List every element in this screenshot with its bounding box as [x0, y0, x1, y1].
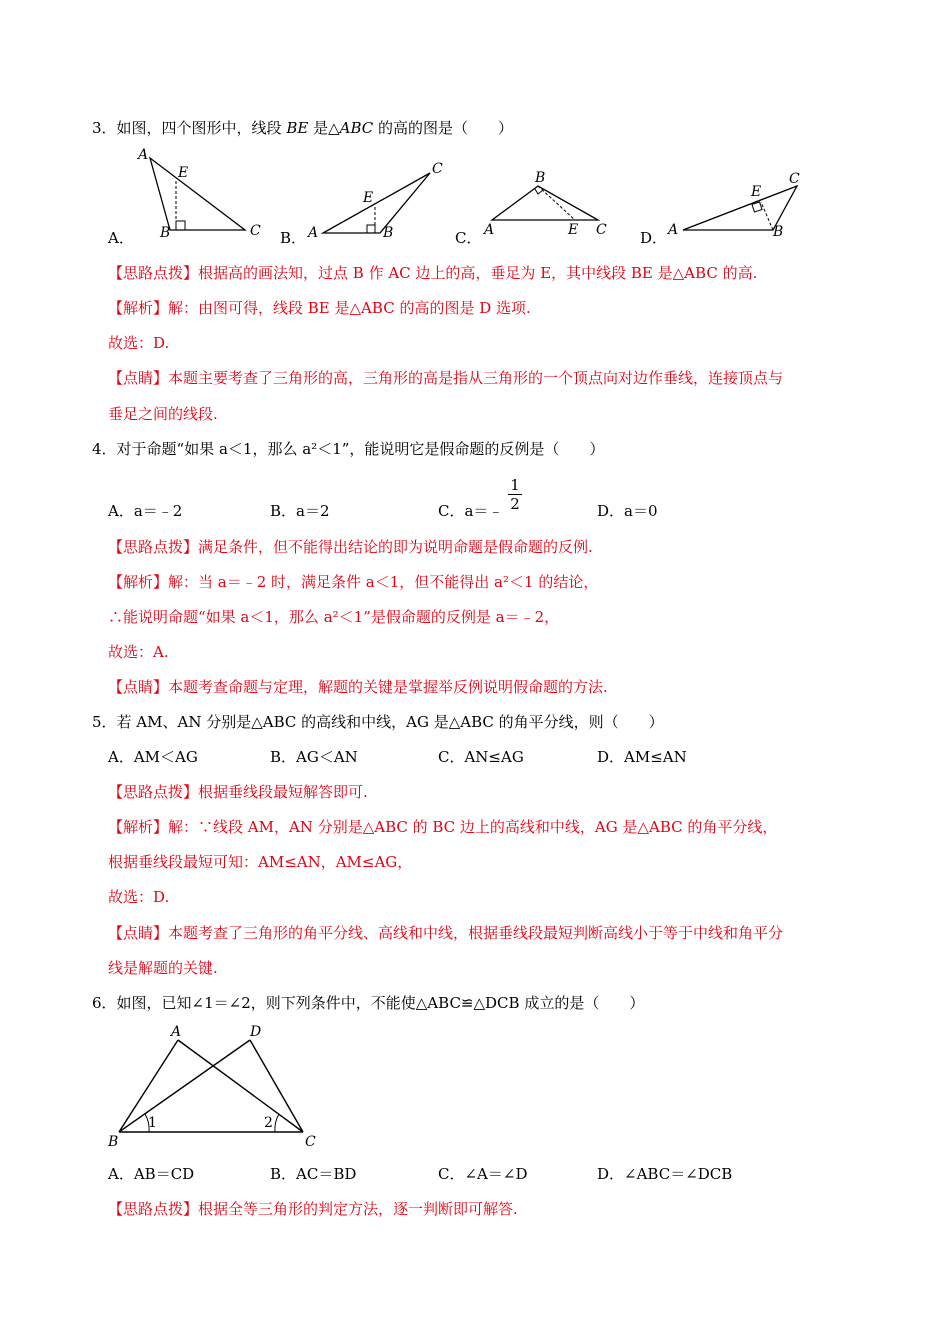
q3-figure-d: [665, 170, 805, 240]
q3-figure-c: [480, 168, 610, 238]
q6-label-A: A: [171, 1024, 182, 1040]
q6-option-b: B．AC＝BD: [270, 1165, 357, 1183]
q6-option-a: A．AB＝CD: [108, 1165, 195, 1183]
q5-option-c: C．AN≤AG: [438, 748, 524, 766]
q3-analysis: 【解析】解：由图可得，线段 BE 是△ABC 的高的图是 D 选项.: [108, 299, 531, 317]
q6-label-C: C: [305, 1134, 316, 1150]
q6-figure: [105, 1022, 325, 1152]
q6-label-D: D: [250, 1024, 262, 1040]
q3d-label-B: B: [773, 224, 784, 240]
q3d-label-E: E: [751, 184, 762, 200]
q6-label-angle-1: 1: [148, 1115, 157, 1131]
q4-answer: 故选：A.: [108, 643, 169, 661]
q3a-label-B: B: [160, 225, 171, 241]
fraction-numerator: 1: [508, 476, 522, 495]
q6-option-c: C．∠A＝∠D: [438, 1165, 528, 1183]
q5-analysis: 【解析】解：∵线段 AM，AN 分别是△ABC 的 BC 边上的高线和中线，AG 是△ABC 的角平分线，: [108, 818, 778, 836]
q3-comment-cont: 垂足之间的线段.: [108, 405, 218, 423]
q5-stem: 5．若 AM、AN 分别是△ABC 的高线和中线，AG 是△ABC 的角平分线，则（ ）: [92, 713, 664, 731]
q5-option-d: D．AM≤AN: [597, 748, 687, 766]
q3a-label-E: E: [178, 165, 189, 181]
q3b-label-A: A: [308, 225, 319, 241]
q4-analysis: 【解析】解：当 a＝﹣2 时，满足条件 a＜1，但不能得出 a²＜1 的结论，: [108, 573, 599, 591]
q6-option-d: D．∠ABC＝∠DCB: [597, 1165, 733, 1183]
q3-option-a-label: A．: [108, 229, 134, 247]
q3-option-c-label: C．: [455, 229, 482, 247]
q4-option-b: B．a＝2: [270, 502, 330, 520]
fraction-denominator: 2: [510, 495, 520, 513]
q5-comment-cont: 线是解题的关键.: [108, 959, 218, 977]
q3-figure-a: [130, 145, 261, 241]
q3c-label-E: E: [568, 222, 579, 238]
q4-hint: 【思路点拨】满足条件，但不能得出结论的即为说明命题是假命题的反例.: [108, 538, 593, 556]
q3d-label-C: C: [789, 171, 800, 187]
q3c-label-C: C: [596, 222, 607, 238]
q4-analysis-cont: ∴能说明命题“如果 a＜1，那么 a²＜1”是假命题的反例是 a＝﹣2，: [108, 608, 560, 626]
q4-option-a: A．a＝﹣2: [108, 502, 183, 520]
q3-comment: 【点睛】本题主要考查了三角形的高，三角形的高是指从三角形的一个顶点向对边作垂线，连接顶点与: [108, 369, 784, 387]
q5-option-a: A．AM＜AG: [108, 748, 198, 766]
q5-hint: 【思路点拨】根据垂线段最短解答即可.: [108, 783, 368, 801]
q3-option-d-label: D．: [640, 229, 668, 247]
q3b-label-B: B: [383, 225, 394, 241]
q6-label-angle-2: 2: [264, 1115, 273, 1131]
q3a-label-C: C: [250, 223, 261, 239]
q3a-label-A: A: [138, 147, 149, 163]
q4-option-d: D．a＝0: [597, 502, 658, 520]
q3b-label-E: E: [363, 190, 374, 206]
q4-option-c: C．a＝﹣: [438, 502, 504, 520]
q3c-label-B: B: [535, 170, 546, 186]
q3-hint: 【思路点拨】根据高的画法知，过点 B 作 AC 边上的高，垂足为 E，其中线段 BE 是△ABC 的高.: [108, 264, 758, 282]
q3-option-b-label: B．: [280, 229, 307, 247]
q3-figure-b: [305, 155, 445, 245]
q6-hint: 【思路点拨】根据全等三角形的判定方法，逐一判断即可解答.: [108, 1200, 518, 1218]
q3-stem: 3．如图，四个图形中，线段 BE 是△ABC 的高的图是（ ）: [92, 119, 514, 137]
q5-comment: 【点睛】本题考查了三角形的角平分线、高线和中线，根据垂线段最短判断高线小于等于中线和角平分: [108, 924, 784, 942]
q6-stem: 6．如图，已知∠1＝∠2，则下列条件中，不能使△ABC≌△DCB 成立的是（ ）: [92, 994, 645, 1012]
q5-analysis-cont: 根据垂线段最短可知：AM≤AN，AM≤AG，: [108, 853, 413, 871]
q3-answer: 故选：D.: [108, 334, 170, 352]
q5-answer: 故选：D.: [108, 888, 170, 906]
q4-option-c-fraction: [508, 476, 522, 513]
q4-stem: 4．对于命题“如果 a＜1，那么 a²＜1”，能说明它是假命题的反例是（ ）: [92, 440, 605, 458]
q3c-label-A: A: [484, 222, 495, 238]
q4-comment: 【点睛】本题考查命题与定理，解题的关键是掌握举反例说明假命题的方法.: [108, 678, 608, 696]
q6-label-B: B: [108, 1134, 119, 1150]
q3b-label-C: C: [432, 161, 443, 177]
q5-option-b: B．AG＜AN: [270, 748, 358, 766]
q3d-label-A: A: [668, 222, 679, 238]
